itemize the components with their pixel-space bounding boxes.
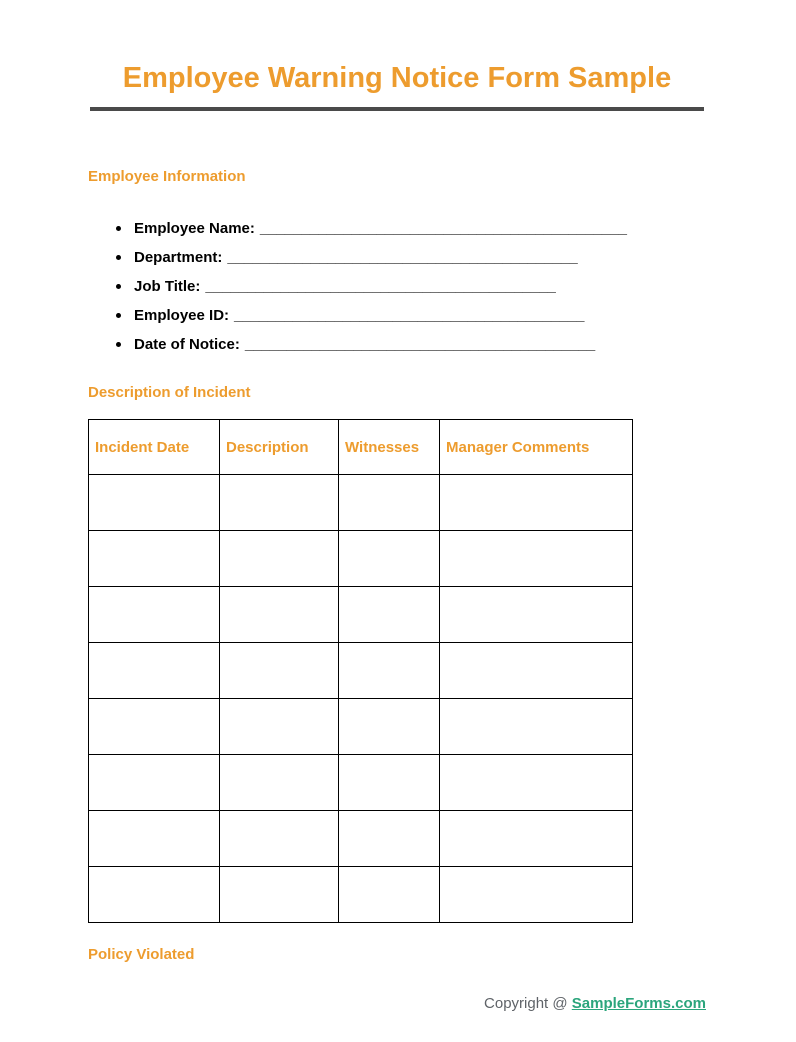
bullet-icon xyxy=(116,284,121,289)
incident-table-cell xyxy=(440,699,633,755)
incident-table-cell xyxy=(89,811,220,867)
incident-table-cell xyxy=(220,643,339,699)
incident-table-cell xyxy=(220,811,339,867)
footer-copyright xyxy=(484,995,706,1012)
incident-table-cell xyxy=(440,531,633,587)
field-line: ____________________________________________ xyxy=(259,220,627,238)
field-label: Date of Notice: xyxy=(134,336,240,354)
col-header-incident-date: Incident Date xyxy=(89,420,220,475)
col-header-witnesses: Witnesses xyxy=(339,420,440,475)
incident-table-cell xyxy=(339,475,440,531)
col-header-manager-comments: Manager Comments xyxy=(440,420,633,475)
field-line: __________________________________________ xyxy=(234,307,585,325)
incident-table-cell xyxy=(339,531,440,587)
incident-table-cell xyxy=(440,475,633,531)
incident-table-cell xyxy=(89,475,220,531)
section-heading-employee-information: Employee Information xyxy=(88,168,246,186)
incident-table xyxy=(88,419,633,923)
field-label: Department: xyxy=(134,249,223,267)
field-line: __________________________________________ xyxy=(205,278,556,296)
section-heading-description-of-incident: Description of Incident xyxy=(88,384,251,402)
incident-table-row xyxy=(89,699,633,755)
incident-table-cell xyxy=(220,531,339,587)
col-header-description: Description xyxy=(220,420,339,475)
incident-table-cell xyxy=(440,587,633,643)
field-department xyxy=(88,243,706,272)
incident-table-cell xyxy=(339,867,440,923)
incident-table-row xyxy=(89,867,633,923)
title-divider xyxy=(90,107,704,111)
incident-table-cell xyxy=(220,699,339,755)
incident-table-cell xyxy=(89,699,220,755)
incident-table-cell xyxy=(220,867,339,923)
employee-info-list xyxy=(88,214,706,359)
field-date-of-notice xyxy=(88,330,706,359)
incident-table-cell xyxy=(89,643,220,699)
incident-table-row xyxy=(89,755,633,811)
incident-table-cell xyxy=(339,755,440,811)
section-heading-policy-violated: Policy Violated xyxy=(88,946,195,964)
sampleforms-link[interactable]: SampleForms.com xyxy=(571,995,706,1012)
incident-table-cell xyxy=(89,587,220,643)
field-label: Employee Name: xyxy=(134,220,255,238)
copyright-text: Copyright @ xyxy=(484,995,568,1012)
incident-table-row xyxy=(89,531,633,587)
incident-table-cell xyxy=(339,643,440,699)
document-content xyxy=(0,62,796,962)
bullet-icon xyxy=(116,342,121,347)
incident-table-cell xyxy=(220,755,339,811)
incident-table-cell xyxy=(89,867,220,923)
bullet-icon xyxy=(116,226,121,231)
page-title: Employee Warning Notice Form Sample xyxy=(122,62,672,94)
field-employee-id xyxy=(88,301,706,330)
incident-table-cell xyxy=(339,587,440,643)
incident-table-row xyxy=(89,643,633,699)
field-line: __________________________________________ xyxy=(227,249,578,267)
incident-table-cell xyxy=(89,755,220,811)
field-label: Job Title: xyxy=(134,278,201,296)
incident-table-cell xyxy=(89,531,220,587)
incident-table-cell xyxy=(339,811,440,867)
field-job-title xyxy=(88,272,706,301)
incident-table-cell xyxy=(220,587,339,643)
incident-table-cell xyxy=(339,699,440,755)
bullet-icon xyxy=(116,255,121,260)
incident-table-header-row xyxy=(89,420,633,475)
incident-table-cell xyxy=(440,755,633,811)
incident-table-row xyxy=(89,587,633,643)
incident-table-cell xyxy=(220,475,339,531)
incident-table-row xyxy=(89,811,633,867)
field-line: __________________________________________ xyxy=(244,336,596,354)
field-employee-name xyxy=(88,214,706,243)
incident-table-row xyxy=(89,475,633,531)
incident-table-body xyxy=(89,475,633,923)
field-label: Employee ID: xyxy=(134,307,230,325)
incident-table-cell xyxy=(440,867,633,923)
incident-table-cell xyxy=(440,811,633,867)
bullet-icon xyxy=(116,313,121,318)
incident-table-cell xyxy=(440,643,633,699)
